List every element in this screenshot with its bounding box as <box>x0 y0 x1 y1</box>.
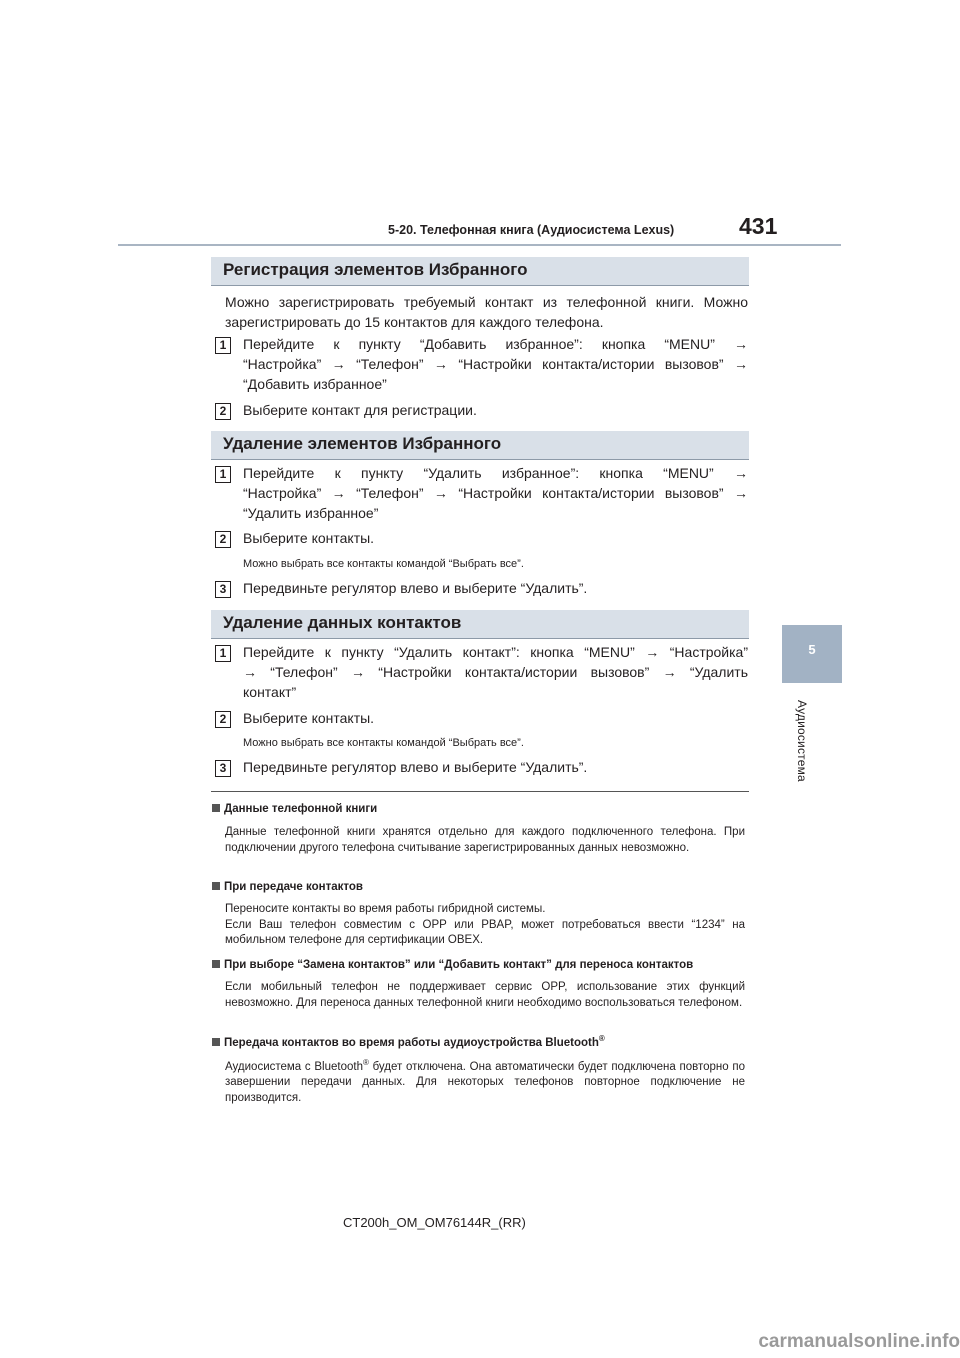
note-text: Аудиосистема с Bluetooth® будет отключена. Она автоматически будет подключена повторно по завершении передачи данных. Для некоторых телефонов повторное подключение не производится. <box>225 1058 745 1104</box>
step-text: Передвиньте регулятор влево и выберите “Удалить”. <box>243 759 588 775</box>
step-number: 3 <box>215 760 231 777</box>
page-number: 431 <box>739 213 778 239</box>
step-number: 1 <box>215 337 231 354</box>
notes-divider <box>211 791 749 792</box>
document-code: CT200h_OM_OM76144R_(RR) <box>343 1215 526 1230</box>
note-text: Данные телефонной книги хранятся отдельно для каждого подключенного телефона. При подключении другого телефона считывание зарегистрированных данных невозможно. <box>225 826 745 854</box>
step-number: 2 <box>215 711 231 728</box>
section-heading: Регистрация элементов Избранного <box>211 257 749 286</box>
note-text: Если мобильный телефон не поддерживает сервис OPP, использование этих функций невозможно. Для переноса данных телефонной книги необходимо воспользоваться телефоном. <box>225 981 745 1009</box>
note-heading: При выборе “Замена контактов” или “Добавить контакт” для переноса контактов <box>212 959 752 971</box>
step-text: Выберите контакт для регистрации. <box>243 402 477 418</box>
step-text: Передвиньте регулятор влево и выберите “Удалить”. <box>243 580 588 596</box>
step-number: 1 <box>215 645 231 662</box>
watermark: carmanualsonline.info <box>758 1331 960 1352</box>
step-number: 1 <box>215 466 231 483</box>
step-note: Можно выбрать все контакты командой “Выбрать все”. <box>243 737 524 749</box>
section-heading: Удаление данных контактов <box>211 610 749 639</box>
section-intro: Можно зарегистрировать требуемый контакт из телефонной книги. Можно зарегистрировать до 15 контактов для каждого телефона. <box>225 294 748 330</box>
bullet-square-icon <box>212 1038 220 1046</box>
step-text: Перейдите к пункту “Добавить избранное”: кнопка “MENU” → “Настройка” → “Телефон” → “Настройки контакта/истории вызовов” → “Добавить избранное” <box>243 336 748 392</box>
step-text: Перейдите к пункту “Удалить контакт”: кнопка “MENU” → “Настройка” → “Телефон” → “Настройки контакта/истории вызовов” → “Удалить контакт” <box>243 644 748 700</box>
section-header-title: 5-20. Телефонная книга (Аудиосистема Lexus) <box>388 223 675 237</box>
note-heading: Передача контактов во время работы аудиоустройства Bluetooth® <box>212 1034 752 1049</box>
step-number: 2 <box>215 403 231 420</box>
step-number: 3 <box>215 581 231 598</box>
step-text: Выберите контакты. <box>243 530 375 546</box>
step-note: Можно выбрать все контакты командой “Выбрать все”. <box>243 558 524 570</box>
bullet-square-icon <box>212 804 220 812</box>
step-number: 2 <box>215 531 231 548</box>
section-heading: Удаление элементов Избранного <box>211 431 749 460</box>
note-text: Переносите контакты во время работы гибридной системы. Если Ваш телефон совместим с OPP или PBAP, может потребоваться ввести “1234” на мобильном телефоне для сертификации OBEX. <box>225 903 745 946</box>
step-text: Перейдите к пункту “Удалить избранное”: кнопка “MENU” → “Настройка” → “Телефон” → “Настройки контакта/истории вызовов” → “Удалить избранное” <box>243 465 748 521</box>
bullet-square-icon <box>212 960 220 968</box>
note-heading: При передаче контактов <box>212 881 752 893</box>
note-heading: Данные телефонной книги <box>212 803 752 815</box>
chapter-label: Аудиосистема <box>795 700 809 782</box>
chapter-tab: 5 <box>782 625 842 683</box>
header-divider <box>118 244 841 246</box>
step-text: Выберите контакты. <box>243 710 375 726</box>
bullet-square-icon <box>212 882 220 890</box>
